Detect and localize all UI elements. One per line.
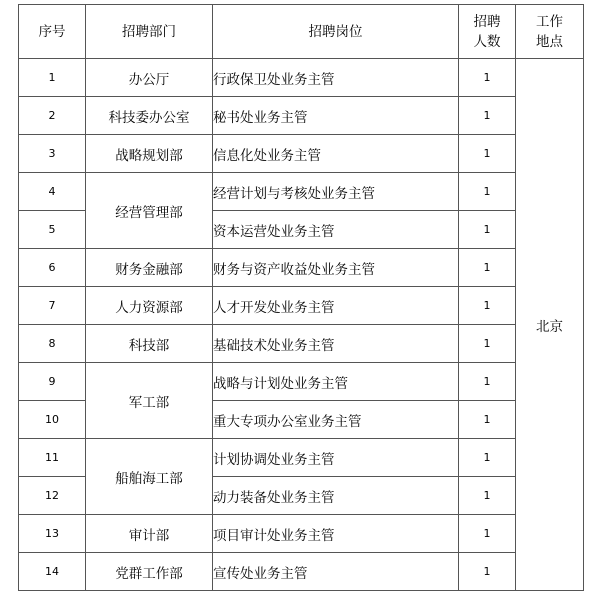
row-dept: 审计部: [86, 515, 213, 553]
row-position: 人才开发处业务主管: [213, 287, 459, 325]
row-count: 1: [459, 363, 516, 401]
row-dept: 财务金融部: [86, 249, 213, 287]
row-count: 1: [459, 439, 516, 477]
row-dept: 党群工作部: [86, 553, 213, 591]
table-row: [19, 97, 584, 135]
recruitment-table: [18, 4, 584, 591]
row-position: 财务与资产收益处业务主管: [213, 249, 459, 287]
row-no: 1: [19, 59, 86, 97]
table-row: [19, 439, 584, 477]
row-dept: 办公厅: [86, 59, 213, 97]
table-row: [19, 553, 584, 591]
row-count: 1: [459, 97, 516, 135]
row-position: 秘书处业务主管: [213, 97, 459, 135]
row-dept: 战略规划部: [86, 135, 213, 173]
row-count: 1: [459, 59, 516, 97]
row-no: 8: [19, 325, 86, 363]
row-count: 1: [459, 477, 516, 515]
row-no: 6: [19, 249, 86, 287]
header-dept: 招聘部门: [86, 5, 213, 59]
table-row: [19, 515, 584, 553]
row-dept: 经营管理部: [86, 173, 213, 249]
row-no: 5: [19, 211, 86, 249]
row-no: 12: [19, 477, 86, 515]
row-no: 14: [19, 553, 86, 591]
row-dept: 军工部: [86, 363, 213, 439]
row-no: 7: [19, 287, 86, 325]
header-pos: 招聘岗位: [213, 5, 459, 59]
work-location: 北京: [516, 59, 584, 591]
row-no: 10: [19, 401, 86, 439]
header-count-line2: 人数: [473, 33, 501, 50]
row-position: 动力装备处业务主管: [213, 477, 459, 515]
header-location: [516, 5, 584, 59]
row-no: 13: [19, 515, 86, 553]
header-row: [19, 5, 584, 59]
table-row: [19, 363, 584, 401]
row-count: 1: [459, 553, 516, 591]
row-no: 2: [19, 97, 86, 135]
row-no: 11: [19, 439, 86, 477]
row-count: 1: [459, 401, 516, 439]
table-row: [19, 249, 584, 287]
row-position: 经营计划与考核处业务主管: [213, 173, 459, 211]
table-row: [19, 59, 584, 97]
row-position: 信息化处业务主管: [213, 135, 459, 173]
row-no: 9: [19, 363, 86, 401]
row-count: 1: [459, 211, 516, 249]
row-dept: 船舶海工部: [86, 439, 213, 515]
row-dept: 科技委办公室: [86, 97, 213, 135]
header-no: 序号: [19, 5, 86, 59]
row-count: 1: [459, 287, 516, 325]
row-count: 1: [459, 173, 516, 211]
row-count: 1: [459, 325, 516, 363]
row-count: 1: [459, 249, 516, 287]
row-position: 战略与计划处业务主管: [213, 363, 459, 401]
header-count: [459, 5, 516, 59]
row-position: 项目审计处业务主管: [213, 515, 459, 553]
row-position: 资本运营处业务主管: [213, 211, 459, 249]
table-row: [19, 287, 584, 325]
table-row: [19, 325, 584, 363]
row-position: 行政保卫处业务主管: [213, 59, 459, 97]
row-dept: 科技部: [86, 325, 213, 363]
row-position: 重大专项办公室业务主管: [213, 401, 459, 439]
row-no: 4: [19, 173, 86, 211]
row-count: 1: [459, 515, 516, 553]
table-row: [19, 173, 584, 211]
header-location-line1: 工作: [536, 13, 563, 30]
row-no: 3: [19, 135, 86, 173]
table-row: [19, 135, 584, 173]
row-position: 计划协调处业务主管: [213, 439, 459, 477]
header-location-line2: 地点: [536, 33, 563, 50]
header-count-line1: 招聘: [473, 13, 501, 30]
row-position: 宣传处业务主管: [213, 553, 459, 591]
row-position: 基础技术处业务主管: [213, 325, 459, 363]
row-dept: 人力资源部: [86, 287, 213, 325]
row-count: 1: [459, 135, 516, 173]
